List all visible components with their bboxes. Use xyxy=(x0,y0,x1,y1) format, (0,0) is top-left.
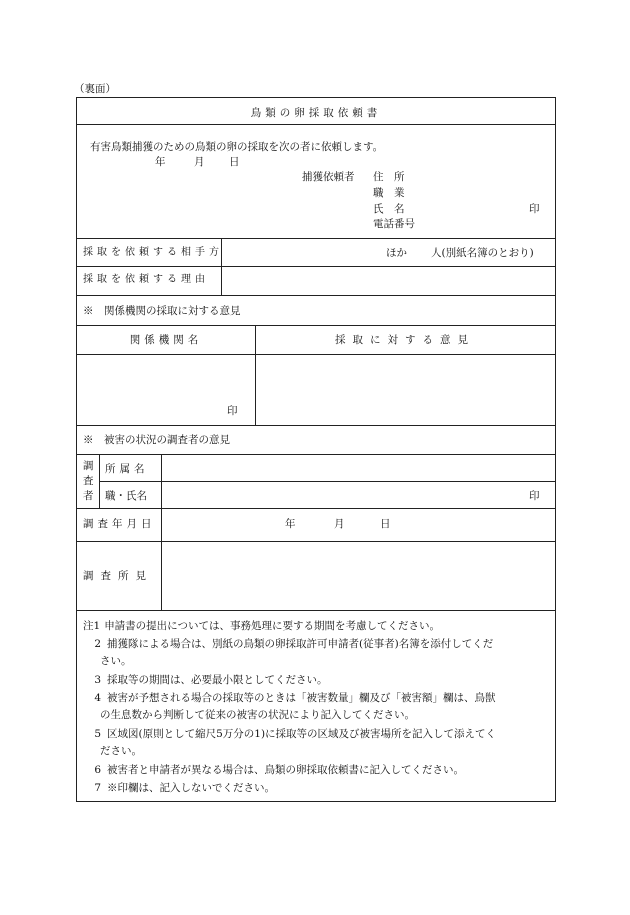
note-1-text: 申請書の提出については、事務処理に要する期間を考慮してください。 xyxy=(104,620,440,632)
note-2-continued: さい。 xyxy=(100,655,132,667)
requester-address-label: 住 所 xyxy=(373,171,405,183)
investigator-side-char-2: 査 xyxy=(83,475,94,487)
reason-divider xyxy=(77,295,555,296)
investigator-title-divider xyxy=(77,454,555,455)
egg-collection-request-form xyxy=(76,97,556,802)
note-7 xyxy=(83,780,549,796)
investigator-seal: 印 xyxy=(529,490,540,502)
investigator-divider xyxy=(77,508,555,509)
agency-divider xyxy=(77,425,555,426)
note-6 xyxy=(83,762,549,778)
requester-heading: 捕獲依頼者 xyxy=(302,171,355,183)
investigation-findings-label: 調査所見 xyxy=(83,570,153,582)
title-divider xyxy=(77,124,555,125)
requester-occupation-label: 職 業 xyxy=(373,187,405,199)
note-4 xyxy=(83,690,549,706)
note-6-num: 6 xyxy=(94,764,101,776)
counterpart-label: 採取を依頼する相手方 xyxy=(83,247,223,258)
page-label: （裏面） xyxy=(74,83,116,95)
note-2-text: 捕獲隊による場合は、別紙の鳥類の卵採取許可申請者(従事者)名簿を添付してくだ xyxy=(107,638,494,650)
reason-label: 採取を依頼する理由 xyxy=(83,274,209,285)
counterpart-divider xyxy=(77,266,555,267)
note-1 xyxy=(83,618,549,634)
agency-title-divider xyxy=(77,325,555,326)
note-5-text: 区域図(原則として縮尺5万分の1)に採取等の区域及び被害場所を記入して添えてく xyxy=(107,728,497,740)
form-title: 鳥類の卵採取依頼書 xyxy=(250,107,382,119)
note-7-text: ※印欄は、記入しないでください。 xyxy=(107,782,275,794)
note-3-text: 採取等の期間は、必要最小限としてください。 xyxy=(107,674,328,686)
request-date-year: 年 xyxy=(155,156,166,168)
requester-name-label: 氏 名 xyxy=(373,203,405,215)
note-2-num: 2 xyxy=(94,638,101,650)
investigation-date-day: 日 xyxy=(380,518,391,530)
requester-seal: 印 xyxy=(529,203,540,215)
note-4-continued: の生息数から判断して従来の被害の状況により記入してください。 xyxy=(100,709,415,721)
investigator-position-name-label: 職・氏名 xyxy=(105,490,147,502)
agency-section-title: ※ 関係機関の採取に対する意見 xyxy=(83,305,241,317)
note-7-num: 7 xyxy=(94,782,101,794)
investigator-affiliation-divider xyxy=(99,481,555,482)
agency-header-divider xyxy=(77,354,555,355)
counterpart-suffix: 人(別紙名簿のとおり) xyxy=(431,247,534,259)
note-4-num: 4 xyxy=(94,692,101,704)
investigation-date-divider xyxy=(77,541,555,542)
investigator-value-divider xyxy=(161,454,162,610)
investigator-side-char-1: 調 xyxy=(83,460,94,472)
investigator-side-char-3: 者 xyxy=(83,490,94,502)
note-4-text: 被害が予想される場合の採取等のときは「被害数量」欄及び「被害額」欄は、鳥獣 xyxy=(107,692,496,704)
note-2 xyxy=(83,636,549,652)
investigation-date-label: 調査年月日 xyxy=(83,518,156,530)
note-6-text: 被害者と申請者が異なる場合は、鳥類の卵採取依頼書に記入してください。 xyxy=(107,764,464,776)
agency-col-opinion-header: 採取に対する意見 xyxy=(335,334,475,346)
requester-divider xyxy=(77,238,555,239)
request-date-day: 日 xyxy=(229,156,240,168)
note-1-num: 注1 xyxy=(83,620,101,632)
requester-phone-label: 電話番号 xyxy=(373,218,415,230)
investigation-date-month: 月 xyxy=(334,518,345,530)
investigator-section-title: ※ 被害の状況の調査者の意見 xyxy=(83,434,230,446)
note-5-num: 5 xyxy=(94,728,101,740)
investigator-affiliation-label: 所属名 xyxy=(105,463,149,475)
counterpart-prefix: ほか xyxy=(386,247,407,259)
note-5-continued: ださい。 xyxy=(100,745,142,757)
note-5 xyxy=(83,726,549,742)
request-date-month: 月 xyxy=(194,156,205,168)
agency-col-name-header: 関係機関名 xyxy=(129,334,203,346)
note-3-num: 3 xyxy=(94,674,101,686)
note-3 xyxy=(83,672,549,688)
request-text: 有害鳥類捕獲のための鳥類の卵の採取を次の者に依頼します。 xyxy=(90,141,384,153)
investigation-date-year: 年 xyxy=(285,518,296,530)
agency-seal: 印 xyxy=(227,405,238,417)
findings-divider xyxy=(77,610,555,611)
